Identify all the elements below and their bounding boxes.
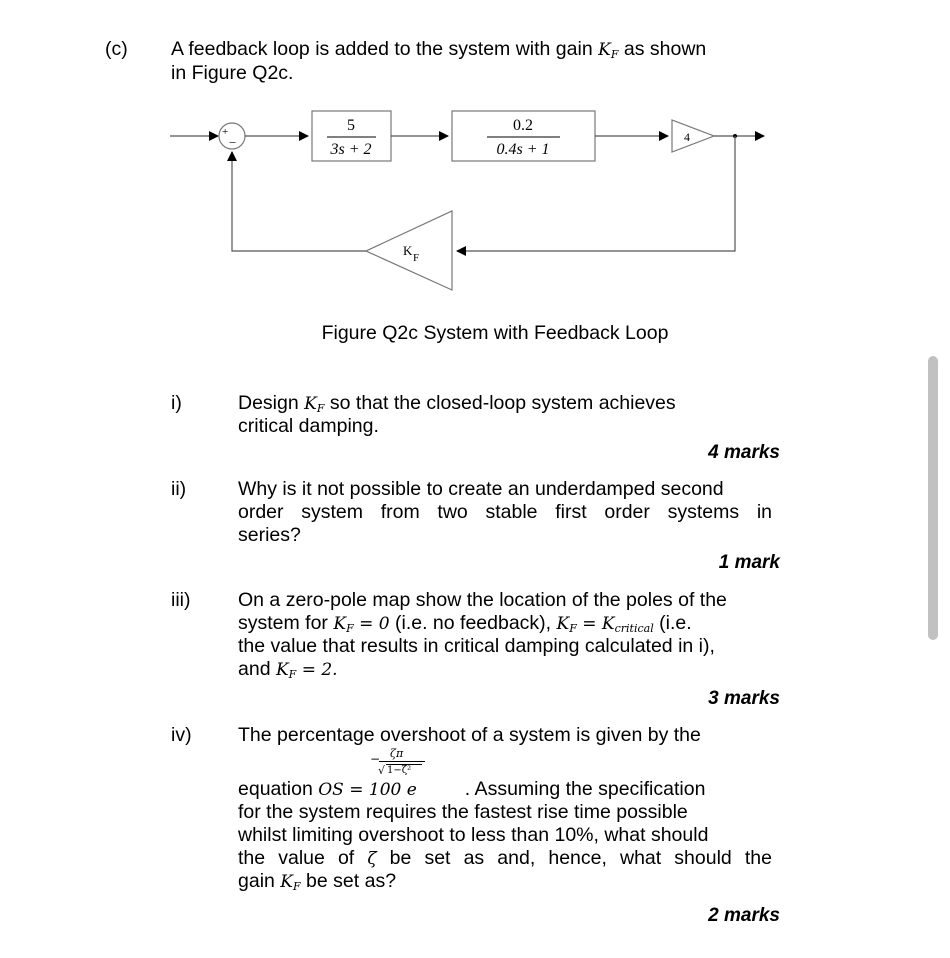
part-iii-line1: On a zero-pole map show the location of the poles of the	[238, 589, 727, 611]
part-iv-marks: 2 marks	[708, 905, 780, 926]
sum-plus-sign: +	[222, 126, 229, 138]
question-intro-line2: in Figure Q2c.	[171, 62, 294, 84]
part-iii-line2: system for $K_F = 0$ (i.e. no feedback), $K_F = K_{critical}$ (i.e.	[238, 612, 692, 635]
part-iv-line5: the value of ζ be set as and, hence, what should the	[238, 847, 772, 869]
feedback-gain-label: K	[403, 243, 413, 258]
part-i-marks: 4 marks	[708, 442, 780, 463]
forward-gain-block	[672, 120, 714, 152]
block1-numerator: 5	[347, 117, 355, 134]
vertical-scrollbar[interactable]	[928, 356, 938, 640]
part-ii-line2: order system from two stable first order systems in	[238, 501, 772, 523]
part-iv-line2: equation OS = 100 e . Assuming the specification	[238, 778, 706, 800]
part-ii-marks: 1 mark	[718, 552, 780, 573]
intro-text: A feedback loop is added to the system with gain	[171, 38, 593, 60]
part-iv-line3: for the system requires the fastest rise time possible	[238, 801, 688, 823]
part-i-label: i)	[171, 392, 182, 414]
part-iv-line4: whilst limiting overshoot to less than 10%, what should	[238, 824, 709, 846]
part-iii-marks: 3 marks	[708, 688, 780, 709]
part-iv-line6: gain $K_F$ be set as?	[238, 870, 397, 893]
part-iv-line1: The percentage overshoot of a system is given by the	[238, 724, 701, 746]
block2-numerator: 0.2	[513, 117, 533, 134]
question-label: (c)	[105, 38, 128, 60]
overshoot-equation: OS = 100 e	[318, 780, 417, 800]
block2-denominator: 0.4s + 1	[496, 141, 550, 158]
block1-denominator: 3s + 2	[330, 141, 372, 158]
part-iii-label: iii)	[171, 589, 191, 611]
feedback-path-left	[232, 152, 366, 251]
sum-minus-sign: −	[229, 135, 237, 150]
part-ii-line3: series?	[238, 524, 301, 546]
overshoot-exponent: − ζπ √ 1−ζ²	[370, 748, 500, 788]
forward-gain-value: 4	[684, 130, 690, 144]
feedback-gain-sub: F	[413, 252, 420, 264]
kf-symbol: $K_F$	[304, 394, 325, 415]
part-iii-line4: and $K_F = 2$.	[238, 658, 338, 681]
figure-caption: Figure Q2c System with Feedback Loop	[321, 322, 669, 344]
intro-text-2: as shown	[623, 38, 707, 60]
kf-symbol: $K_F$	[598, 40, 619, 61]
part-i-line2: critical damping.	[238, 415, 379, 437]
part-i-line1: Design $K_F$ so that the closed-loop system achieves	[238, 392, 676, 415]
part-iii-line3: the value that results in critical damping calculated in i),	[238, 635, 715, 657]
part-ii-label: ii)	[171, 478, 187, 500]
part-ii-line1: Why is it not possible to create an underdamped second	[238, 478, 724, 500]
block-diagram	[0, 0, 950, 320]
part-iv-label: iv)	[171, 724, 192, 746]
